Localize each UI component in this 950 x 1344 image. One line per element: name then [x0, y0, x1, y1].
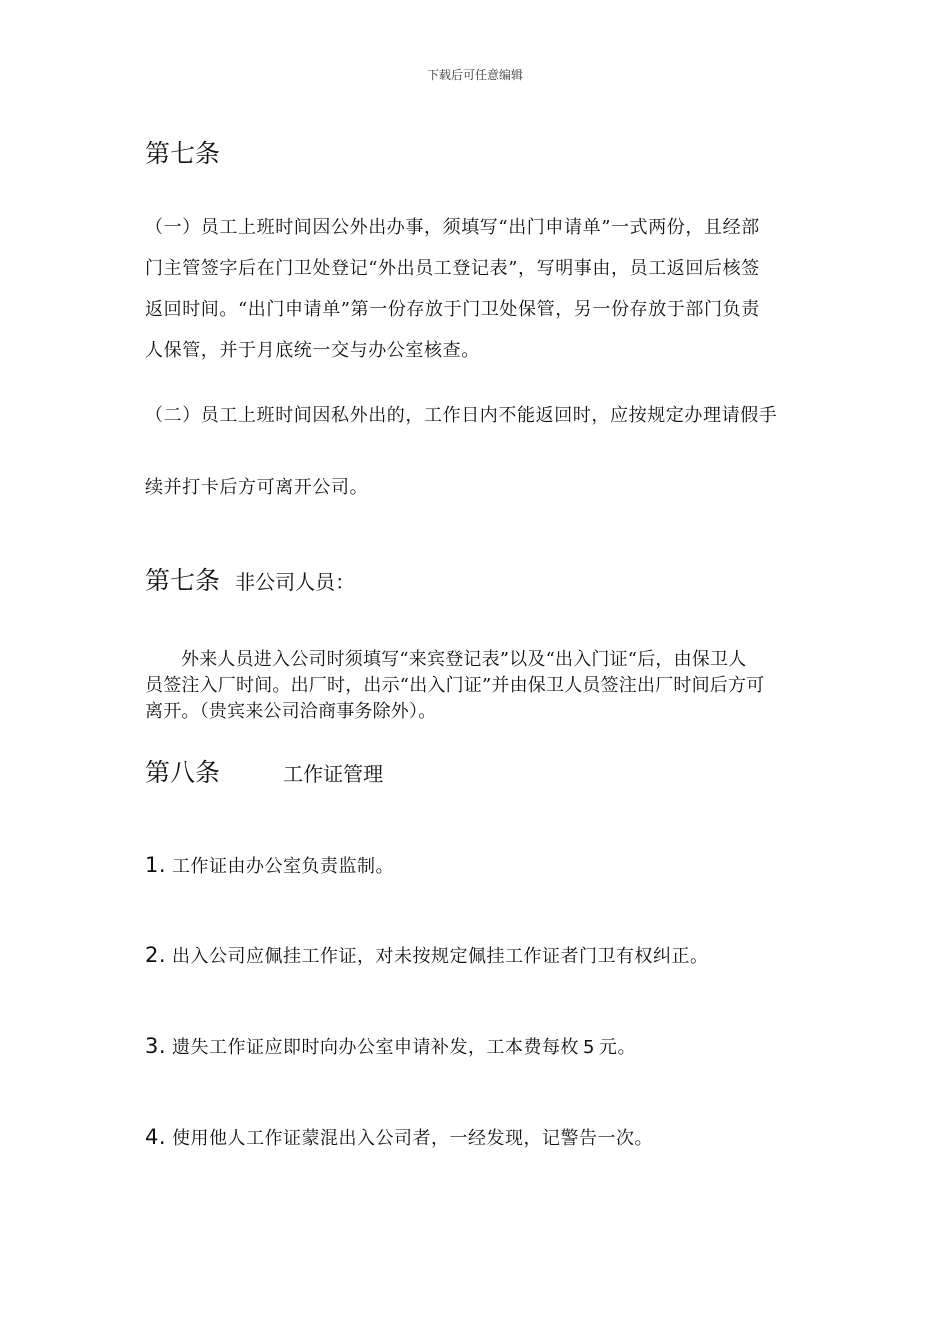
paragraph-line: 外来人员进入公司时须填写“来宾登记表”以及“出入门证“后，由保卫人: [181, 649, 747, 670]
section-7a-paragraph-1: [145, 207, 760, 371]
section-subtitle: 非公司人员：: [235, 570, 356, 594]
list-text: 工作证由办公室负责监制。: [172, 856, 395, 877]
section-number: 第八条: [145, 758, 221, 787]
list-item: [145, 852, 394, 878]
section-heading-7b: [145, 561, 355, 597]
list-text: 出入公司应佩挂工作证，对未按规定佩挂工作证者门卫有权纠正。: [172, 946, 709, 967]
list-text-suffix: 元。: [599, 1037, 636, 1058]
list-item: [145, 1033, 636, 1059]
section-7a-paragraph-2-line-1: （二）员工上班时间因私外出的，工作日内不能返回时，应按规定办理请假手: [145, 405, 778, 426]
paragraph-line: 返回时间。“出门申请单”第一份存放于门卫处保管，另一份存放于部门负责: [145, 299, 760, 320]
section-subtitle: 工作证管理: [283, 762, 384, 786]
list-number: 4.: [145, 1125, 167, 1149]
list-number: 3.: [145, 1034, 167, 1058]
list-text: 遗失工作证应即时向办公室申请补发，工本费每枚: [172, 1037, 580, 1058]
list-item: [145, 1124, 653, 1150]
list-number: 2.: [145, 943, 167, 967]
section-heading-7a: 第七条: [145, 139, 221, 168]
paragraph-line: 人保管，并于月底统一交与办公室核查。: [145, 340, 480, 361]
paragraph-line: 门主管签字后在门卫处登记“外出员工登记表”，写明事由，员工返回后核签: [145, 258, 760, 279]
header-note: 下载后可任意编辑: [426, 68, 523, 82]
section-number: 第七条: [145, 566, 221, 595]
fee-amount: 5: [583, 1037, 595, 1058]
list-text: 使用他人工作证蒙混出入公司者，一经发现，记警告一次。: [172, 1128, 654, 1149]
paragraph-line: （一）员工上班时间因公外出办事，须填写“出门申请单”一式两份，且经部: [145, 217, 760, 238]
paragraph-line: 员签注入厂时间。出厂时，出示“出入门证”并由保卫人员签注出厂时间后方可: [145, 675, 765, 696]
section-7a-paragraph-2-line-2: 续并打卡后方可离开公司。: [145, 477, 369, 498]
list-number: 1.: [145, 853, 167, 877]
list-item: [145, 942, 709, 968]
section-7b-paragraph: [145, 647, 764, 725]
section-heading-8: [145, 753, 383, 789]
paragraph-line: 离开。（贵宾来公司洽商事务除外）。: [145, 701, 437, 722]
